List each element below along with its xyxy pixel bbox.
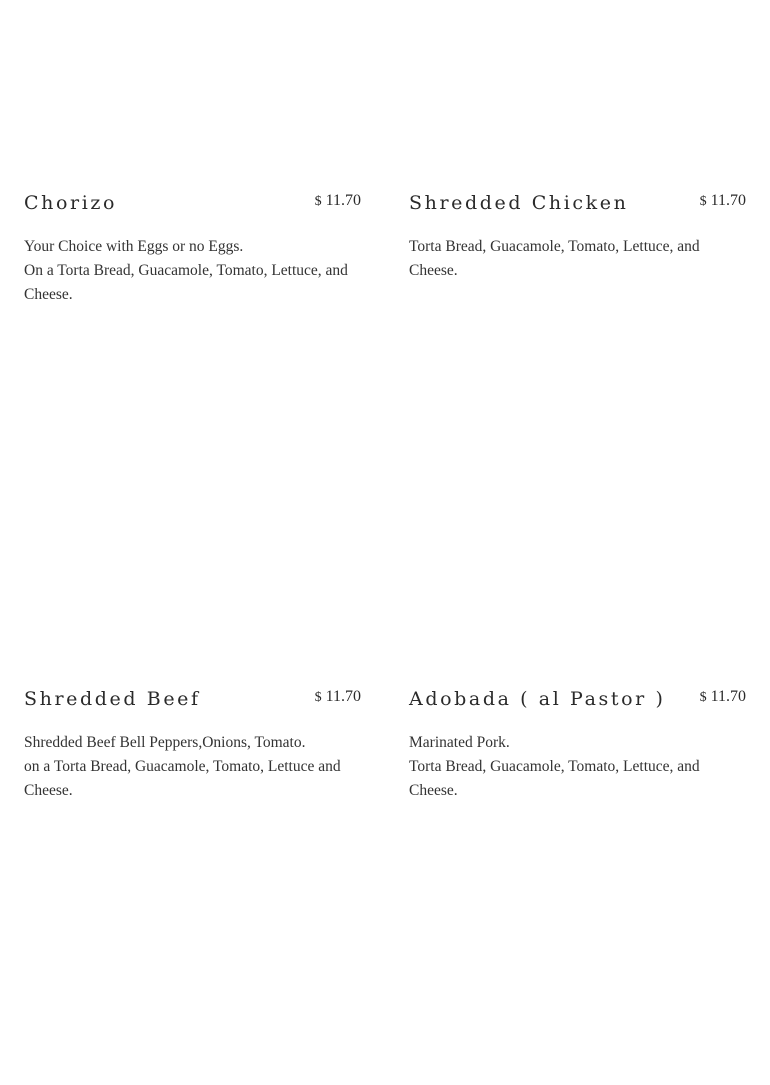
currency-symbol: $ — [314, 194, 322, 209]
menu-item-name: Adobada ( al Pastor ) — [409, 688, 666, 710]
menu-item-description — [409, 731, 746, 803]
currency-symbol: $ — [699, 690, 707, 705]
menu-item-name: Chorizo — [24, 192, 118, 214]
description-line: Shredded Beef Bell Peppers,Onions, Tomato. — [24, 734, 306, 751]
description-line: on a Torta Bread, Guacamole, Tomato, Lettuce and Cheese. — [24, 758, 341, 799]
menu-item-price — [700, 687, 746, 708]
menu-item-chorizo — [24, 190, 361, 307]
price-value: 11.70 — [325, 688, 361, 705]
currency-symbol: $ — [699, 194, 707, 209]
menu-item-header — [409, 190, 746, 218]
menu-item-price — [700, 191, 746, 212]
menu-item-name: Shredded Beef — [24, 688, 201, 710]
menu-item-header — [24, 190, 361, 218]
description-line: Marinated Pork. — [409, 734, 510, 751]
description-line: On a Torta Bread, Guacamole, Tomato, Lettuce, and Cheese. — [24, 262, 348, 303]
menu-item-name: Shredded Chicken — [409, 192, 629, 214]
menu-item-adobada — [409, 686, 746, 803]
menu-item-shredded-beef — [24, 686, 361, 803]
currency-symbol: $ — [314, 690, 322, 705]
menu-item-description — [409, 235, 746, 283]
price-value: 11.70 — [325, 192, 361, 209]
menu-item-price — [315, 191, 361, 212]
menu-item-shredded-chicken — [409, 190, 746, 283]
menu-item-price — [315, 687, 361, 708]
description-line: Your Choice with Eggs or no Eggs. — [24, 238, 244, 255]
description-line: Torta Bread, Guacamole, Tomato, Lettuce, and Cheese. — [409, 758, 700, 799]
menu-item-header — [24, 686, 361, 714]
menu-item-description — [24, 235, 361, 307]
price-value: 11.70 — [710, 688, 746, 705]
menu-item-header — [409, 686, 746, 714]
price-value: 11.70 — [710, 192, 746, 209]
description-line: Torta Bread, Guacamole, Tomato, Lettuce, and Cheese. — [409, 238, 700, 279]
menu-item-description — [24, 731, 361, 803]
